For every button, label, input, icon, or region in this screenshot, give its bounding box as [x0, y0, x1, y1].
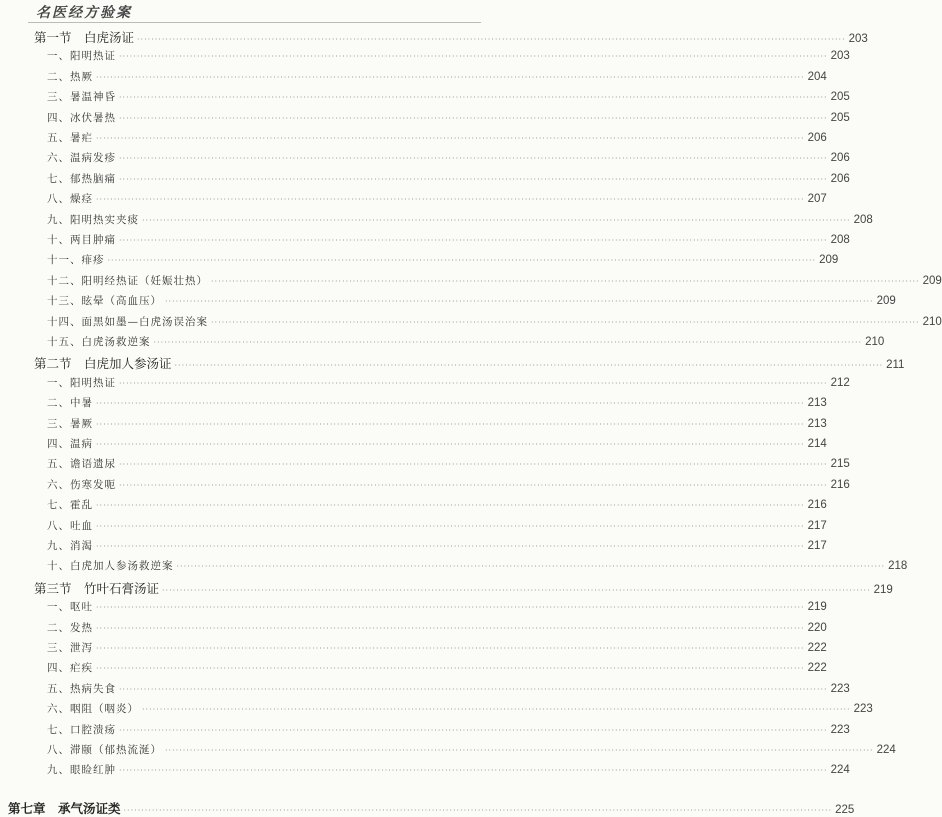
- dot-leader: ········································································································································································································: [123, 805, 833, 815]
- entry-title: 五、暑疟: [47, 132, 93, 144]
- dot-leader: ········································································································································································································: [107, 256, 817, 266]
- entry-title: 六、咽阻（咽炎）: [47, 703, 139, 716]
- toc-entry[interactable]: [47, 660, 827, 676]
- entry-page-number: 218: [888, 560, 908, 573]
- toc-entry[interactable]: [47, 558, 908, 574]
- toc-entry[interactable]: [47, 620, 827, 636]
- entry-page-number: 204: [807, 70, 827, 83]
- toc-section[interactable]: [34, 579, 893, 596]
- entry-title: 七、口腔溃疡: [47, 723, 116, 736]
- running-header: 名医经方验案: [36, 5, 132, 21]
- dot-leader: ········································································································································································································: [119, 113, 828, 123]
- chapter-page-number: 225: [835, 803, 855, 816]
- entry-page-number: 212: [830, 376, 850, 389]
- dot-leader: ········································································································································································································: [96, 644, 805, 653]
- toc-entry[interactable]: [47, 89, 850, 105]
- toc-entry[interactable]: [47, 273, 942, 289]
- dot-leader: ········································································································································································································: [165, 297, 874, 307]
- dot-leader: ········································································································································································································: [119, 378, 828, 388]
- dot-leader: ········································································································································································································: [119, 174, 828, 184]
- dot-leader: ········································································································································································································: [211, 276, 920, 286]
- section-page-number: 203: [848, 33, 868, 45]
- entry-title: 十一、痱疹: [47, 254, 105, 267]
- entry-title: 三、暑厥: [47, 417, 93, 430]
- toc-entry[interactable]: [47, 252, 839, 268]
- entry-page-number: 224: [876, 744, 896, 756]
- dot-leader: ········································································································································································································: [96, 195, 805, 205]
- dot-leader: ········································································································································································································: [96, 603, 805, 613]
- entry-page-number: 209: [876, 295, 896, 308]
- entry-page-number: 216: [830, 478, 850, 491]
- entry-title: 十三、眩晕（高血压）: [47, 295, 162, 308]
- entry-title: 一、阳明热证: [47, 376, 116, 389]
- entry-page-number: 214: [807, 438, 827, 450]
- dot-leader: ········································································································································································································: [119, 93, 828, 103]
- dot-leader: ········································································································································································································: [119, 684, 828, 694]
- dot-leader: ········································································································································································································: [96, 521, 805, 531]
- entry-title: 三、暑温神昏: [47, 91, 116, 104]
- entry-title: 七、郁热脑痛: [47, 172, 116, 185]
- toc-entry[interactable]: [47, 640, 827, 656]
- dot-leader: ········································································································································································································: [142, 215, 851, 225]
- entry-page-number: 222: [807, 642, 827, 654]
- toc-entry[interactable]: [47, 375, 850, 391]
- toc-entry[interactable]: [47, 48, 850, 64]
- toc-entry[interactable]: [47, 150, 850, 166]
- entry-title: 四、温病: [47, 438, 93, 450]
- entry-page-number: 206: [830, 152, 850, 165]
- entry-title: 八、滞颐（郁热流涎）: [47, 744, 162, 756]
- toc-entry[interactable]: [47, 518, 827, 534]
- toc-entry[interactable]: [47, 762, 850, 778]
- dot-leader: ········································································································································································································: [96, 664, 805, 674]
- toc-entry[interactable]: [47, 599, 827, 615]
- entry-title: 四、疟疾: [47, 662, 93, 675]
- header-rule: [28, 22, 481, 23]
- entry-page-number: 213: [807, 397, 827, 410]
- entry-title: 八、燥痉: [47, 193, 93, 206]
- toc-entry[interactable]: [47, 334, 885, 350]
- entry-page-number: 206: [830, 172, 850, 185]
- entry-title: 一、呕吐: [47, 601, 93, 614]
- dot-leader: ········································································································································································································: [96, 542, 805, 551]
- entry-title: 十、两目肿痛: [47, 234, 116, 246]
- dot-leader: ········································································································································································································: [119, 766, 828, 776]
- entry-page-number: 224: [830, 764, 850, 777]
- toc-entry[interactable]: [47, 477, 850, 493]
- toc-entry[interactable]: [47, 701, 873, 717]
- dot-leader: ········································································································································································································: [119, 154, 828, 164]
- entry-page-number: 210: [865, 336, 885, 348]
- entry-title: 十四、面黑如墨—白虎汤误治案: [47, 315, 208, 328]
- section-title: 第二节 白虎加人参汤证: [34, 356, 172, 372]
- entry-title: 二、中暑: [47, 397, 93, 410]
- toc-entry[interactable]: [47, 191, 827, 207]
- entry-title: 二、发热: [47, 621, 93, 634]
- entry-title: 五、谵语遗尿: [47, 458, 116, 471]
- toc-entry[interactable]: [47, 212, 873, 228]
- dot-leader: ········································································································································································································: [119, 480, 828, 490]
- entry-title: 十、白虎加人参汤救逆案: [47, 560, 174, 573]
- toc-entry[interactable]: [47, 314, 942, 330]
- entry-title: 三、泄泻: [47, 642, 93, 654]
- entry-page-number: 223: [830, 682, 850, 695]
- toc-section[interactable]: [34, 28, 868, 45]
- entry-page-number: 205: [830, 91, 850, 104]
- entry-page-number: 220: [807, 621, 827, 634]
- entry-title: 二、热厥: [47, 70, 93, 83]
- dot-leader: ········································································································································································································: [153, 338, 863, 347]
- dot-leader: ········································································································································································································: [96, 440, 805, 449]
- entry-page-number: 213: [807, 417, 827, 430]
- entry-title: 七、霍乱: [47, 499, 93, 512]
- toc-entry[interactable]: [47, 436, 827, 452]
- dot-leader: ········································································································································································································: [119, 52, 828, 62]
- toc-entry[interactable]: [47, 69, 827, 85]
- dot-leader: ········································································································································································································: [119, 725, 828, 735]
- entry-page-number: 209: [819, 254, 839, 267]
- entry-page-number: 222: [807, 662, 827, 675]
- entry-title: 六、温病发疹: [47, 152, 116, 165]
- entry-page-number: 216: [807, 499, 827, 512]
- dot-leader: ········································································································································································································: [174, 361, 884, 371]
- section-title: 第一节 白虎汤证: [34, 30, 135, 45]
- entry-title: 八、吐血: [47, 519, 93, 532]
- entry-title: 四、冰伏暑热: [47, 111, 116, 124]
- dot-leader: ········································································································································································································: [96, 419, 805, 429]
- dot-leader: ········································································································································································································: [142, 705, 851, 715]
- dot-leader: ········································································································································································································: [96, 134, 805, 143]
- entry-title: 九、眼睑红肿: [47, 764, 116, 777]
- dot-leader: ········································································································································································································: [162, 585, 871, 595]
- entry-page-number: 203: [830, 50, 850, 63]
- entry-title: 十五、白虎汤救逆案: [47, 336, 151, 348]
- dot-leader: ········································································································································································································: [96, 501, 805, 511]
- entry-title: 五、热病失食: [47, 682, 116, 695]
- dot-leader: ········································································································································································································: [96, 623, 805, 633]
- entry-title: 九、阳明热实夹痰: [47, 213, 139, 226]
- toc-entry[interactable]: [47, 416, 827, 432]
- chapter-title: 第七章 承气汤证类: [8, 800, 121, 816]
- toc-entry[interactable]: [47, 538, 827, 554]
- dot-leader: ········································································································································································································: [176, 562, 886, 572]
- entry-page-number: 208: [853, 213, 873, 226]
- entry-page-number: 219: [807, 601, 827, 614]
- section-page-number: 219: [873, 583, 893, 596]
- toc-entry[interactable]: [47, 232, 850, 248]
- entry-page-number: 207: [807, 193, 827, 206]
- dot-leader: ········································································································································································································: [119, 460, 828, 470]
- toc-entry[interactable]: [47, 497, 827, 513]
- dot-leader: ········································································································································································································: [137, 35, 846, 44]
- toc-entry[interactable]: [47, 171, 850, 187]
- section-page-number: 211: [886, 359, 905, 372]
- entry-title: 十二、阳明经热证（妊娠壮热）: [47, 274, 208, 287]
- dot-leader: ········································································································································································································: [96, 72, 805, 82]
- entry-page-number: 208: [830, 234, 850, 246]
- entry-page-number: 209: [922, 274, 942, 287]
- dot-leader: ········································································································································································································: [119, 236, 828, 245]
- entry-page-number: 215: [830, 458, 850, 471]
- toc-entry[interactable]: [47, 456, 850, 472]
- toc-entry[interactable]: [47, 722, 850, 738]
- toc-entry[interactable]: [47, 742, 896, 758]
- toc-entry[interactable]: [47, 110, 850, 126]
- toc-entry[interactable]: [47, 395, 827, 411]
- toc-entry[interactable]: [47, 293, 896, 309]
- entry-title: 九、消渴: [47, 540, 93, 552]
- toc-chapter[interactable]: [8, 799, 855, 816]
- toc-section[interactable]: [34, 354, 905, 372]
- dot-leader: ········································································································································································································: [96, 399, 805, 409]
- entry-page-number: 223: [853, 703, 873, 716]
- entry-page-number: 217: [807, 540, 827, 552]
- entry-page-number: 206: [807, 132, 827, 144]
- section-title: 第三节 竹叶石膏汤证: [34, 580, 160, 596]
- entry-page-number: 223: [830, 723, 850, 736]
- toc-entry[interactable]: [47, 130, 827, 146]
- entry-page-number: 205: [830, 111, 850, 124]
- entry-page-number: 210: [922, 315, 942, 328]
- entry-title: 一、阳明热证: [47, 50, 116, 63]
- entry-title: 六、伤寒发呃: [47, 478, 116, 491]
- dot-leader: ········································································································································································································: [165, 746, 874, 755]
- toc-entry[interactable]: [47, 681, 850, 697]
- dot-leader: ········································································································································································································: [211, 317, 920, 327]
- entry-page-number: 217: [807, 519, 827, 532]
